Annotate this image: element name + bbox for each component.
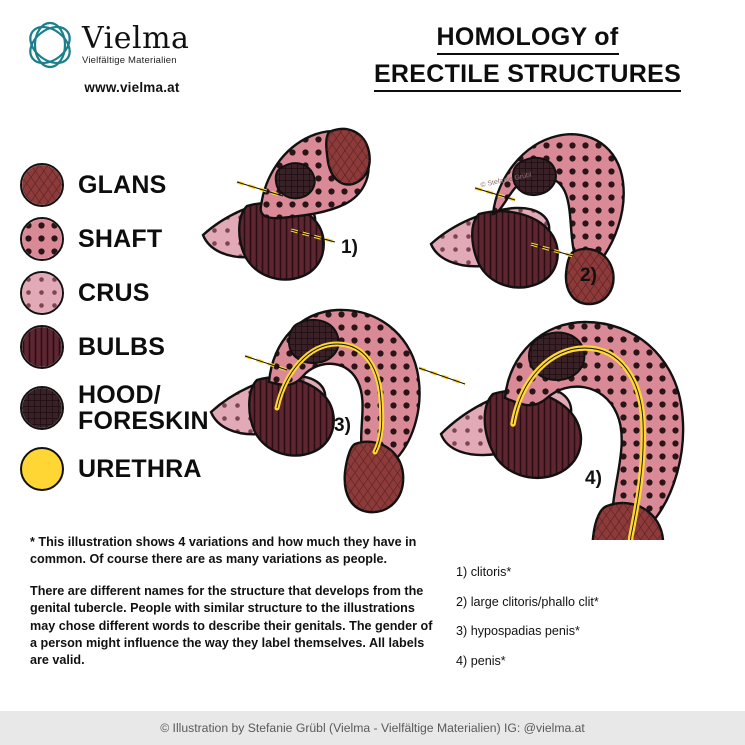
figure-4-penis xyxy=(419,322,683,540)
note-paragraph-2: There are different names for the structure that develops from the genital tubercle. People with similar structure to the illustrations may chose different words to describe their genitals. The gender of a person might influence the way they label themselves. All labels are valid. xyxy=(30,583,433,668)
footer-credit-text: © Illustration by Stefanie Grübl (Vielma - Vielfältige Materialien) IG: @vielma.at xyxy=(160,721,585,735)
legend-label-shaft: SHAFT xyxy=(78,224,163,253)
page-title xyxy=(330,22,725,92)
figure-number-3: 3) xyxy=(334,415,351,436)
logo-url: www.vielma.at xyxy=(84,80,180,95)
figure-number-1: 1) xyxy=(341,237,358,258)
notes-block xyxy=(30,534,442,684)
swatch-urethra-icon xyxy=(20,447,64,491)
swatch-crus-icon xyxy=(20,271,64,315)
watermark-text: © Stefanie Grübl xyxy=(479,171,533,190)
legend-label-urethra: URETHRA xyxy=(78,454,202,483)
variation-item-3: 3) hypospadias penis* xyxy=(456,624,580,639)
swatch-bulbs-icon xyxy=(20,325,64,369)
swatch-hood-icon xyxy=(20,386,64,430)
legend-label-glans: GLANS xyxy=(78,170,167,199)
title-line-2: ERECTILE STRUCTURES xyxy=(374,59,681,92)
variation-item-2: 2) large clitoris/phallo clit* xyxy=(456,594,599,609)
logo-wordmark xyxy=(82,21,190,67)
swatch-glans-icon xyxy=(20,163,64,207)
variation-item-1: 1) clitoris* xyxy=(456,565,512,579)
logo-row xyxy=(22,16,242,74)
variation-item-4: 4) penis* xyxy=(456,653,506,668)
legend-label-hood xyxy=(78,382,209,435)
figure-number-4: 4) xyxy=(585,468,602,489)
legend-label-crus: CRUS xyxy=(78,278,150,307)
figure-number-2: 2) xyxy=(580,265,597,286)
legend-label-hood-line1: HOOD/ xyxy=(78,380,161,409)
variations-list xyxy=(456,566,726,684)
brand-logo xyxy=(22,16,242,116)
infinity-loops-icon xyxy=(22,19,78,71)
figure-panel xyxy=(195,120,740,540)
title-line-1: HOMOLOGY of xyxy=(437,22,619,55)
anatomy-illustrations xyxy=(195,120,740,540)
note-paragraph-1: * This illustration shows 4 variations and how much they have in common. Of course there are as many variations as people. xyxy=(30,535,417,567)
figure-3-hypospadias-penis xyxy=(211,310,420,512)
legend-label-bulbs: BULBS xyxy=(78,332,166,361)
logo-name: Vielma xyxy=(82,21,190,57)
swatch-shaft-icon xyxy=(20,217,64,261)
legend-label-hood-line2: FORESKIN xyxy=(78,407,209,435)
footer-credit-bar xyxy=(0,711,745,745)
logo-tagline: Vielfältige Materialien xyxy=(82,55,177,67)
